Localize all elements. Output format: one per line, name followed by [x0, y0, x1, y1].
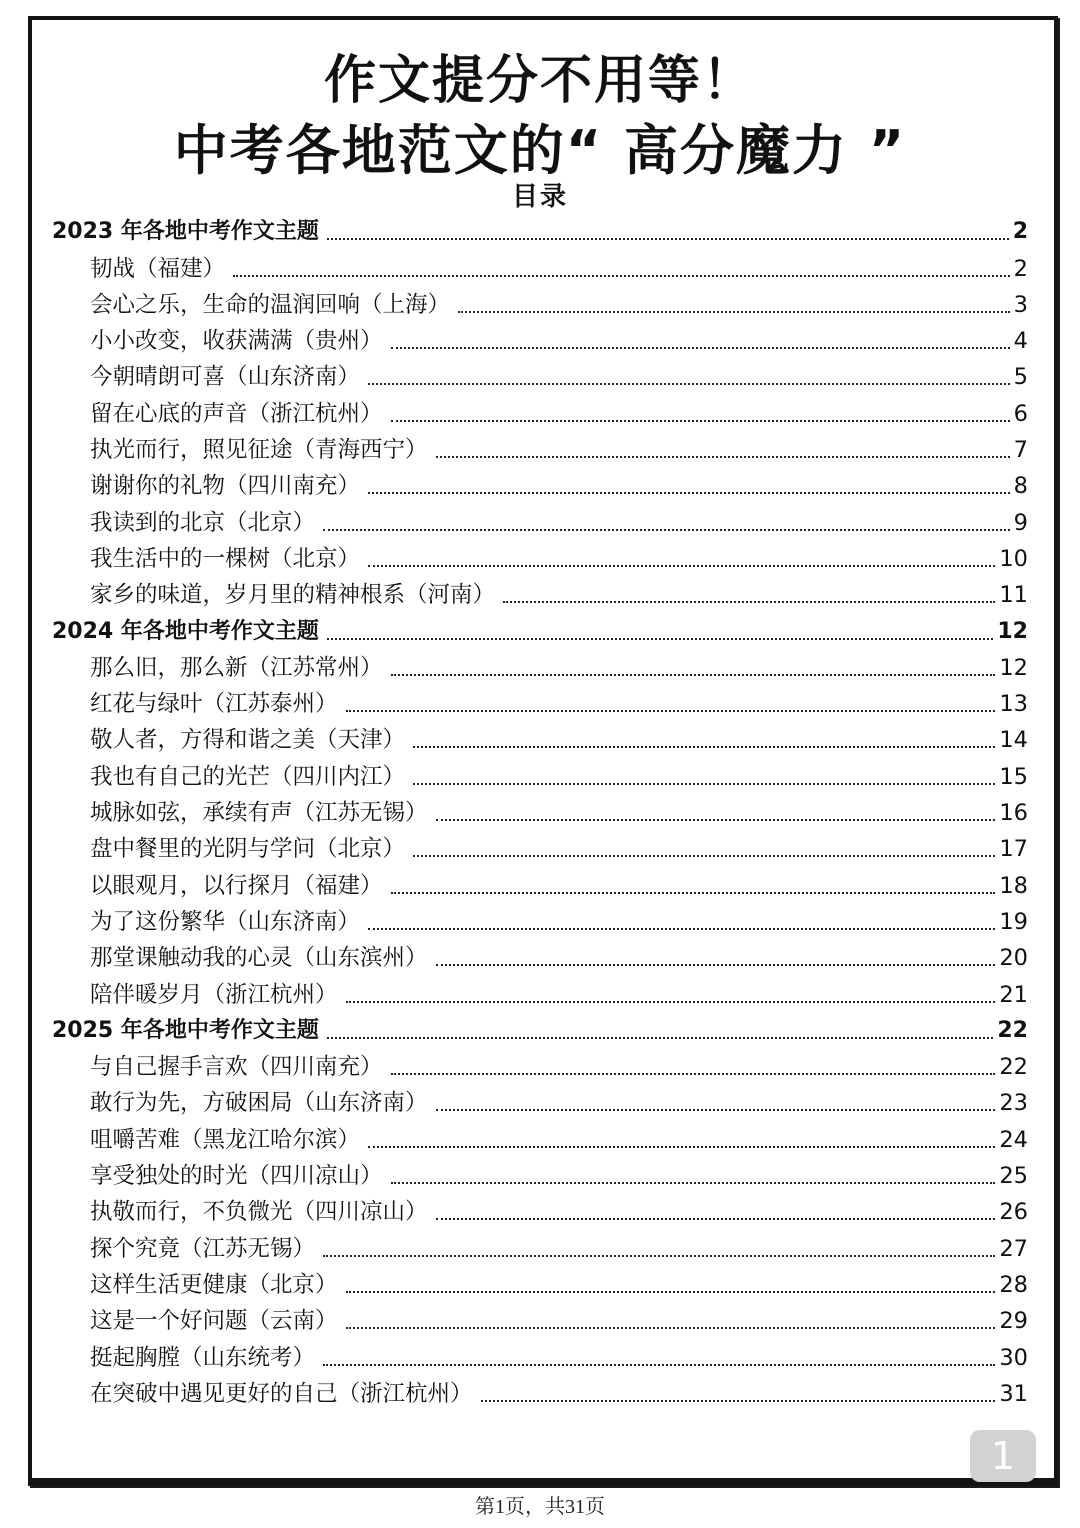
toc-heading: 目录 — [511, 182, 568, 212]
dot-leader — [413, 783, 995, 785]
toc-item-title: 那么旧，那么新（江苏常州） — [90, 654, 383, 681]
toc-entry-row[interactable] — [52, 650, 1028, 686]
dot-leader — [436, 1218, 996, 1220]
toc-page-number: 26 — [999, 1199, 1028, 1226]
dot-leader — [481, 1400, 996, 1402]
toc-entry-row[interactable] — [52, 795, 1028, 831]
toc-entry-row[interactable] — [52, 1085, 1028, 1121]
toc-item-title: 我也有自己的光芒（四川内江） — [90, 763, 406, 790]
toc-entry-row[interactable] — [52, 940, 1028, 976]
dot-leader — [323, 1364, 995, 1366]
toc-item-title: 为了这份繁华（山东济南） — [90, 908, 361, 935]
toc-item-title: 享受独处的时光（四川凉山） — [90, 1163, 383, 1190]
toc-entry-row[interactable] — [52, 1267, 1028, 1303]
toc-item-title: 韧战（福建） — [90, 255, 226, 282]
toc-entry-row[interactable] — [52, 359, 1028, 395]
toc-item-title: 执光而行，照见征途（青海西宁） — [90, 437, 428, 464]
toc-entry-row[interactable] — [52, 1049, 1028, 1085]
dot-leader — [327, 638, 993, 640]
toc-item-title: 探个究竟（江苏无锡） — [90, 1235, 316, 1262]
dot-leader — [368, 383, 1010, 385]
toc-page-number: 23 — [999, 1090, 1028, 1117]
toc-entry-row[interactable] — [52, 1339, 1028, 1375]
toc-item-title: 小小改变，收获满满（贵州） — [90, 328, 383, 355]
toc-entry-row[interactable] — [52, 432, 1028, 468]
page-number-badge: 1 — [970, 1430, 1036, 1482]
toc-entry-row[interactable] — [52, 1194, 1028, 1230]
toc-page-number: 19 — [999, 908, 1028, 935]
toc-item-title: 以眼观月，以行探月（福建） — [90, 872, 383, 899]
dot-leader — [458, 311, 1010, 313]
dot-leader — [346, 710, 996, 712]
page-footer: 第1页，共31页 — [475, 1496, 605, 1518]
toc-entry-row[interactable] — [52, 1158, 1028, 1194]
toc-item-title: 那堂课触动我的心灵（山东滨州） — [90, 945, 428, 972]
dot-leader — [323, 529, 1010, 531]
toc-page-number: 15 — [999, 763, 1028, 790]
toc-item-title: 挺起胸膛（山东统考） — [90, 1344, 316, 1371]
toc-page-number: 8 — [1013, 473, 1028, 500]
toc-entry-row[interactable] — [52, 831, 1028, 867]
toc-page-number: 25 — [999, 1163, 1028, 1190]
toc-item-title: 敢行为先，方破困局（山东济南） — [90, 1090, 428, 1117]
toc-item-title: 会心之乐，生命的温润回响（上海） — [90, 291, 451, 318]
toc-page-number: 6 — [1013, 400, 1028, 427]
toc-item-title: 今朝晴朗可喜（山东济南） — [90, 364, 361, 391]
toc-page-number: 13 — [999, 691, 1028, 718]
toc-page-number: 28 — [999, 1271, 1028, 1298]
toc-entry-row[interactable] — [52, 976, 1028, 1012]
dot-leader — [436, 964, 996, 966]
dot-leader — [233, 275, 1010, 277]
toc-item-title: 家乡的味道，岁月里的精神根系（河南） — [90, 582, 496, 609]
toc-page-number: 12 — [997, 618, 1028, 644]
toc-item-title: 执敬而行，不负微光（四川凉山） — [90, 1199, 428, 1226]
toc-page-number: 20 — [999, 945, 1028, 972]
toc-entry-row[interactable] — [52, 468, 1028, 504]
toc-entry-row[interactable] — [52, 504, 1028, 540]
toc-entry-row[interactable] — [52, 250, 1028, 286]
toc-page-number: 12 — [999, 654, 1028, 681]
dot-leader — [346, 1327, 996, 1329]
toc-item-title: 这样生活更健康（北京） — [90, 1271, 338, 1298]
toc-item-title: 城脉如弦，承续有声（江苏无锡） — [90, 800, 428, 827]
document-title: 作文提分不用等！ — [323, 51, 756, 111]
dot-leader — [391, 1182, 996, 1184]
toc-section-row[interactable] — [52, 613, 1028, 649]
dot-leader — [391, 674, 996, 676]
toc-page-number: 27 — [999, 1235, 1028, 1262]
toc-section-row[interactable] — [52, 214, 1028, 250]
toc-item-title: 盘中餐里的光阴与学问（北京） — [90, 836, 406, 863]
toc-page-number: 10 — [999, 545, 1028, 572]
toc-page-number: 30 — [999, 1344, 1028, 1371]
dot-leader — [327, 238, 1009, 240]
dot-leader — [413, 746, 995, 748]
toc-page-number: 11 — [999, 582, 1028, 609]
toc-page-number: 17 — [999, 836, 1028, 863]
table-of-contents — [52, 214, 1028, 1412]
toc-page-number: 14 — [999, 727, 1028, 754]
toc-entry-row[interactable] — [52, 541, 1028, 577]
toc-item-title: 我读到的北京（北京） — [90, 509, 316, 536]
dot-leader — [323, 1255, 995, 1257]
toc-entry-row[interactable] — [52, 1303, 1028, 1339]
toc-page-number: 22 — [997, 1017, 1028, 1043]
dot-leader — [391, 892, 996, 894]
toc-entry-row[interactable] — [52, 323, 1028, 359]
dot-leader — [391, 347, 1010, 349]
dot-leader — [436, 819, 996, 821]
toc-page-number: 2 — [1012, 219, 1028, 245]
dot-leader — [391, 1073, 996, 1075]
toc-item-title: 2024 年各地中考作文主题 — [52, 618, 319, 644]
toc-entry-row[interactable] — [52, 722, 1028, 758]
toc-page-number: 16 — [999, 800, 1028, 827]
toc-item-title: 留在心底的声音（浙江杭州） — [90, 400, 383, 427]
toc-page-number: 4 — [1013, 328, 1028, 355]
dot-leader — [368, 492, 1010, 494]
toc-entry-row[interactable] — [52, 1376, 1028, 1412]
document-subtitle: 中考各地范文的“ 高分魔力 ” — [173, 119, 907, 182]
toc-entry-row[interactable] — [52, 287, 1028, 323]
toc-entry-row[interactable] — [52, 867, 1028, 903]
toc-item-title: 咀嚼苦难（黑龙江哈尔滨） — [90, 1126, 361, 1153]
toc-item-title: 这是一个好问题（云南） — [90, 1308, 338, 1335]
dot-leader — [368, 1146, 995, 1148]
dot-leader — [368, 928, 995, 930]
toc-item-title: 在突破中遇见更好的自己（浙江杭州） — [90, 1380, 473, 1407]
toc-item-title: 2023 年各地中考作文主题 — [52, 219, 319, 245]
dot-leader — [346, 1291, 996, 1293]
toc-entry-row[interactable] — [52, 577, 1028, 613]
toc-entry-row[interactable] — [52, 758, 1028, 794]
toc-page-number: 24 — [999, 1126, 1028, 1153]
toc-item-title: 红花与绿叶（江苏泰州） — [90, 691, 338, 718]
toc-page-number: 3 — [1013, 291, 1028, 318]
toc-entry-row[interactable] — [52, 395, 1028, 431]
toc-entry-row[interactable] — [52, 1230, 1028, 1266]
toc-item-title: 2025 年各地中考作文主题 — [52, 1017, 319, 1043]
toc-page-number: 7 — [1013, 437, 1028, 464]
toc-entry-row[interactable] — [52, 904, 1028, 940]
toc-entry-row[interactable] — [52, 686, 1028, 722]
toc-item-title: 陪伴暖岁月（浙江杭州） — [90, 981, 338, 1008]
toc-section-row[interactable] — [52, 1013, 1028, 1049]
toc-page-number: 2 — [1013, 255, 1028, 282]
dot-leader — [391, 420, 1010, 422]
toc-entry-row[interactable] — [52, 1121, 1028, 1157]
dot-leader — [327, 1037, 993, 1039]
toc-page-number: 18 — [999, 872, 1028, 899]
toc-item-title: 敬人者，方得和谐之美（天津） — [90, 727, 406, 754]
toc-item-title: 与自己握手言欢（四川南充） — [90, 1054, 383, 1081]
toc-page-number: 5 — [1013, 364, 1028, 391]
toc-item-title: 谢谢你的礼物（四川南充） — [90, 473, 361, 500]
dot-leader — [346, 1001, 996, 1003]
toc-page-number: 9 — [1013, 509, 1028, 536]
dot-leader — [436, 1109, 996, 1111]
toc-item-title: 我生活中的一棵树（北京） — [90, 545, 361, 572]
dot-leader — [503, 601, 995, 603]
toc-page-number: 22 — [999, 1054, 1028, 1081]
toc-page-number: 29 — [999, 1308, 1028, 1335]
dot-leader — [436, 456, 1010, 458]
dot-leader — [413, 855, 995, 857]
toc-page-number: 31 — [999, 1380, 1028, 1407]
toc-page-number: 21 — [999, 981, 1028, 1008]
dot-leader — [368, 565, 995, 567]
